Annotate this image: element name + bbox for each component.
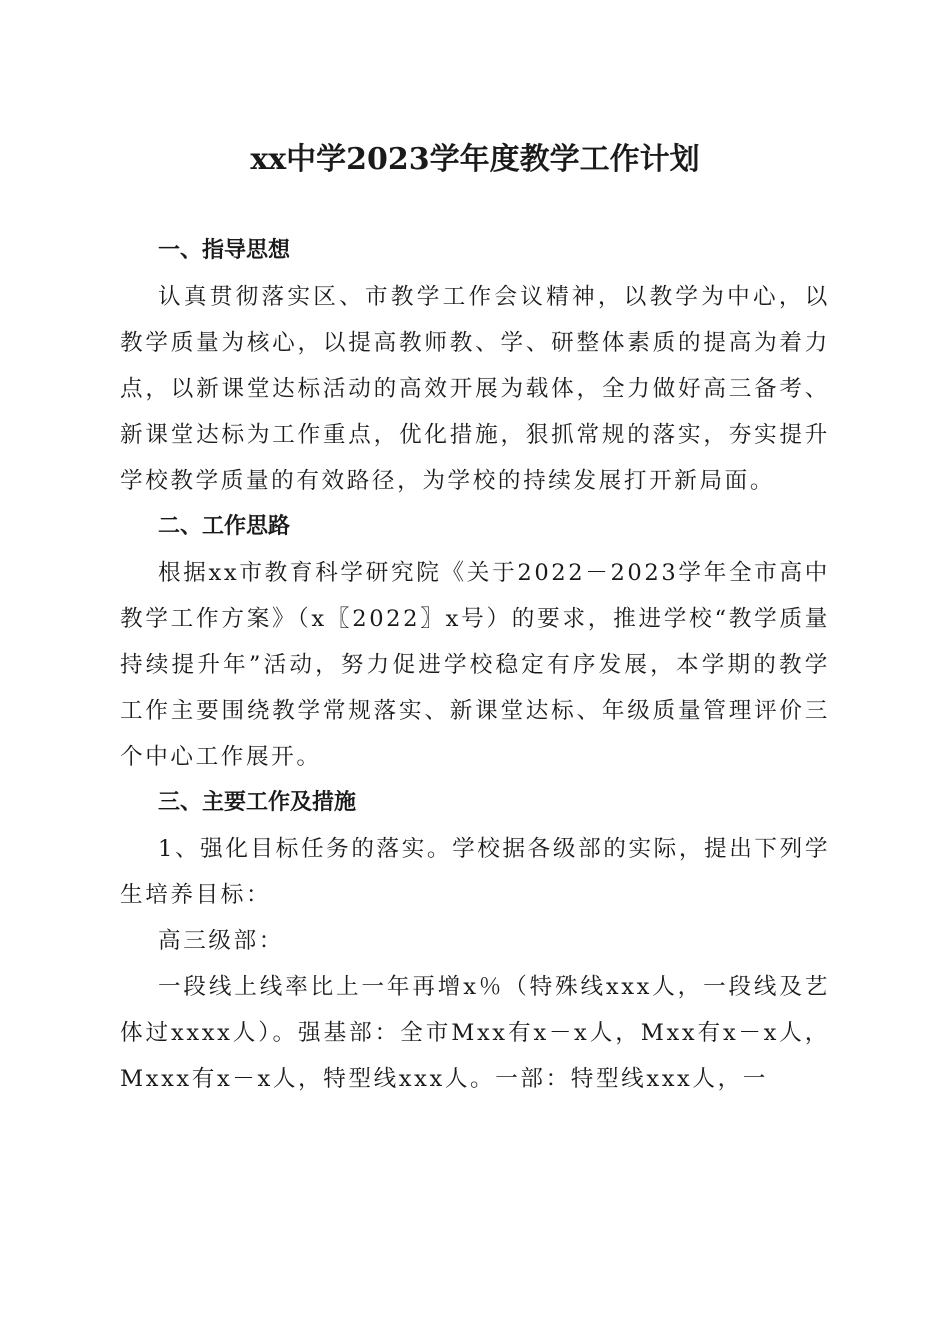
paragraph-senior-three-targets: 一段线上线率比上一年再增x％（特殊线xxx人，一段线及艺体过xxxx人）。强基部：全市Mxx有x－x人，Mxx有x－x人，Mxxx有x－x人，特型线xxx人。一部：特型线xxx人，一 bbox=[120, 974, 830, 1092]
paragraph-work-approach: 根据xx市教育科学研究院《关于2022－2023学年全市高中教学工作方案》（x〖2022〗x号）的要求，推进学校“教学质量持续提升年”活动，努力促进学校稳定有序发展，本学期的教学工作主要围绕教学常规落实、新课堂达标、年级质量管理评价三个中心工作展开。 bbox=[120, 560, 830, 770]
section-heading-main-measures: 三、主要工作及措施 bbox=[158, 790, 357, 815]
document-body bbox=[120, 228, 830, 1102]
section-heading-work-approach: 二、工作思路 bbox=[158, 514, 291, 539]
document-title: xx中学2023学年度教学工作计划 bbox=[250, 142, 700, 177]
section-heading-guiding-ideology: 一、指导思想 bbox=[158, 238, 291, 263]
paragraph-target-tasks: 1、强化目标任务的落实。学校据各级部的实际，提出下列学生培养目标： bbox=[120, 836, 831, 908]
paragraph-guiding-ideology: 认真贯彻落实区、市教学工作会议精神，以教学为中心，以教学质量为核心，以提高教师教、学、研整体素质的提高为着力点，以新课堂达标活动的高效开展为载体，全力做好高三备考、新课堂达标为工作重点，优化措施，狠抓常规的落实，夯实提升学校教学质量的有效路径，为学校的持续发展打开新局面。 bbox=[120, 284, 830, 494]
paragraph-senior-three-label: 高三级部： bbox=[158, 928, 284, 954]
